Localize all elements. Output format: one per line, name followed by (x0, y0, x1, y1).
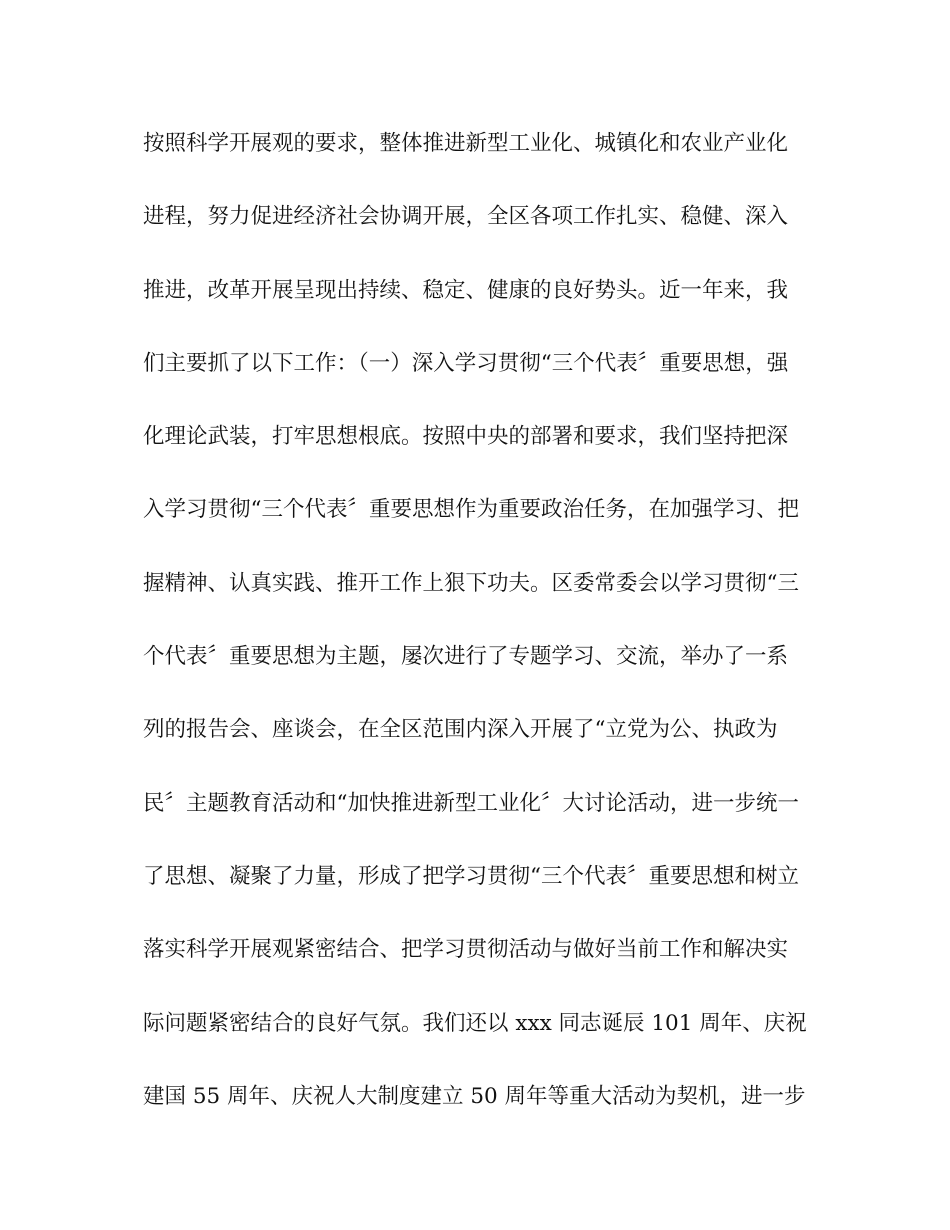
text-line: 了思想、凝聚了力量，形成了把学习贯彻“三个代表〞重要思想和树立 (143, 863, 799, 889)
text-line: 进程，努力促进经济社会协调开展，全区各项工作扎实、稳健、深入 (143, 204, 789, 230)
text-line: 握精神、认真实践、推开工作上狠下功夫。区委常委会以学习贯彻“三 (143, 570, 799, 596)
body-text (143, 118, 823, 1144)
text-line: 推进，改革开展呈现出持续、稳定、健康的良好势头。近一年来，我 (143, 277, 789, 303)
text-line: 落实科学开展观紧密结合、把学习贯彻活动与做好当前工作和解决实 (143, 937, 789, 963)
text-line: 际问题紧密结合的良好气氛。我们还以 xxx 同志诞辰 101 周年、庆祝 (143, 1010, 807, 1036)
text-line: 个代表〞重要思想为主题，屡次进行了专题学习、交流，举办了一系 (143, 644, 789, 670)
text-line: 民〞主题教育活动和“加快推进新型工业化〞大讨论活动，进一步统一 (143, 790, 799, 816)
text-line: 建国 55 周年、庆祝人大制度建立 50 周年等重大活动为契机，进一步 (143, 1083, 806, 1109)
text-line: 们主要抓了以下工作：（一）深入学习贯彻“三个代表〞重要思想，强 (143, 350, 789, 376)
text-line: 化理论武装，打牢思想根底。按照中央的部署和要求，我们坚持把深 (143, 424, 789, 450)
text-line: 列的报告会、座谈会，在全区范围内深入开展了“立党为公、执政为 (143, 717, 778, 743)
text-line: 入学习贯彻“三个代表〞重要思想作为重要政治任务，在加强学习、把 (143, 497, 799, 523)
text-line: 按照科学开展观的要求，整体推进新型工业化、城镇化和农业产业化 (143, 131, 789, 156)
